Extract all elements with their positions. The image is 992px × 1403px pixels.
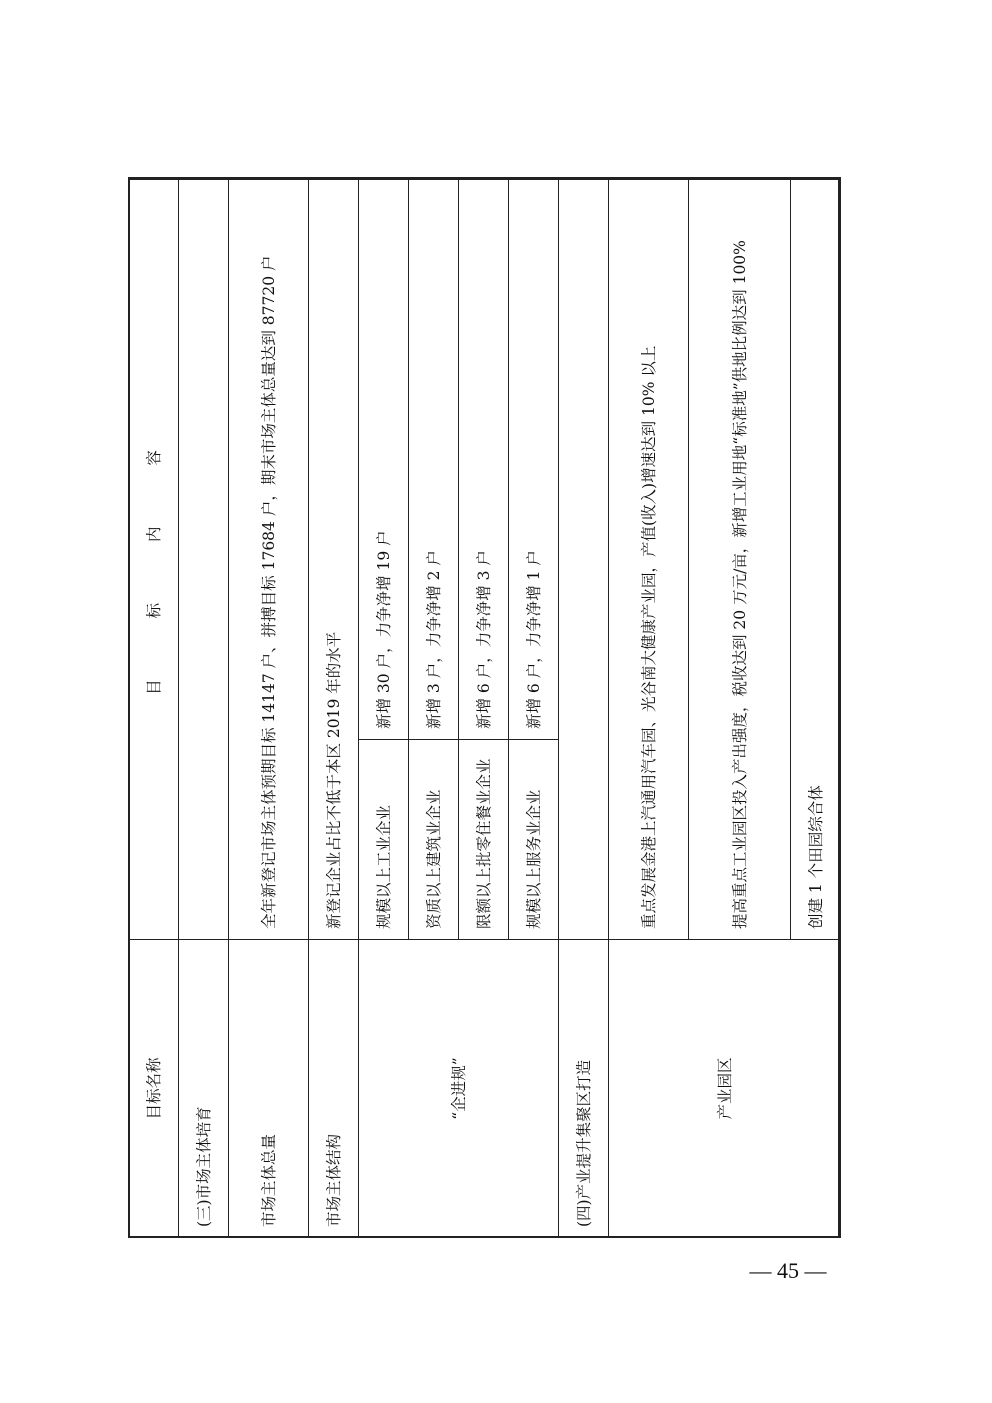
row-name: 市场主体结构 (309, 940, 359, 1238)
header-content: 目 标 内 容 (129, 177, 179, 939)
table-row (229, 177, 309, 1237)
sub-item: 规模以上服务业企业 (509, 740, 559, 940)
sub-value: 新增 6 户，力争净增 1 户 (509, 177, 559, 739)
section-content (559, 177, 609, 939)
row-content: 重点发展金港上汽通用汽车园、光谷南大健康产业园，产值(收入)增速达到 10% 以上 (609, 177, 689, 939)
header-name: 目标名称 (129, 940, 179, 1238)
table-row (309, 177, 359, 1237)
sub-value: 新增 3 户，力争净增 2 户 (409, 177, 459, 739)
row-content: 新登记企业占比不低于本区 2019 年的水平 (309, 177, 359, 939)
sub-item: 资质以上建筑业企业 (409, 740, 459, 940)
goals-table (128, 177, 841, 1238)
row-name: 市场主体总量 (229, 940, 309, 1238)
row-content: 提高重点工业园区投入产出强度，税收达到 20 万元/亩，新增工业用地“标准地”供地比例达到 100% (689, 177, 791, 939)
page-number: — 45 — (749, 1258, 827, 1283)
rotated-table (128, 178, 840, 1238)
sub-item: 限额以上批零住餐业企业 (459, 740, 509, 940)
row-name: “企进规” (359, 940, 559, 1238)
sub-value: 新增 6 户，力争净增 3 户 (459, 177, 509, 739)
table-row (179, 177, 229, 1237)
table-row (559, 177, 609, 1237)
section-content (179, 177, 229, 939)
section-title: (四)产业提升集聚区打造 (559, 940, 609, 1238)
row-content: 全年新登记市场主体预期目标 14147 户、拼搏目标 17684 户，期末市场主体总量达到 87720 户 (229, 177, 309, 939)
row-name: 产业园区 (609, 940, 841, 1238)
table-header-row (129, 177, 179, 1237)
sub-item: 规模以上工业企业 (359, 740, 409, 940)
row-content: 创建 1 个田园综合体 (791, 177, 841, 939)
table-row (359, 177, 409, 1237)
section-title: (三)市场主体培育 (179, 940, 229, 1238)
table-row (609, 177, 689, 1237)
sub-value: 新增 30 户，力争净增 19 户 (359, 177, 409, 739)
